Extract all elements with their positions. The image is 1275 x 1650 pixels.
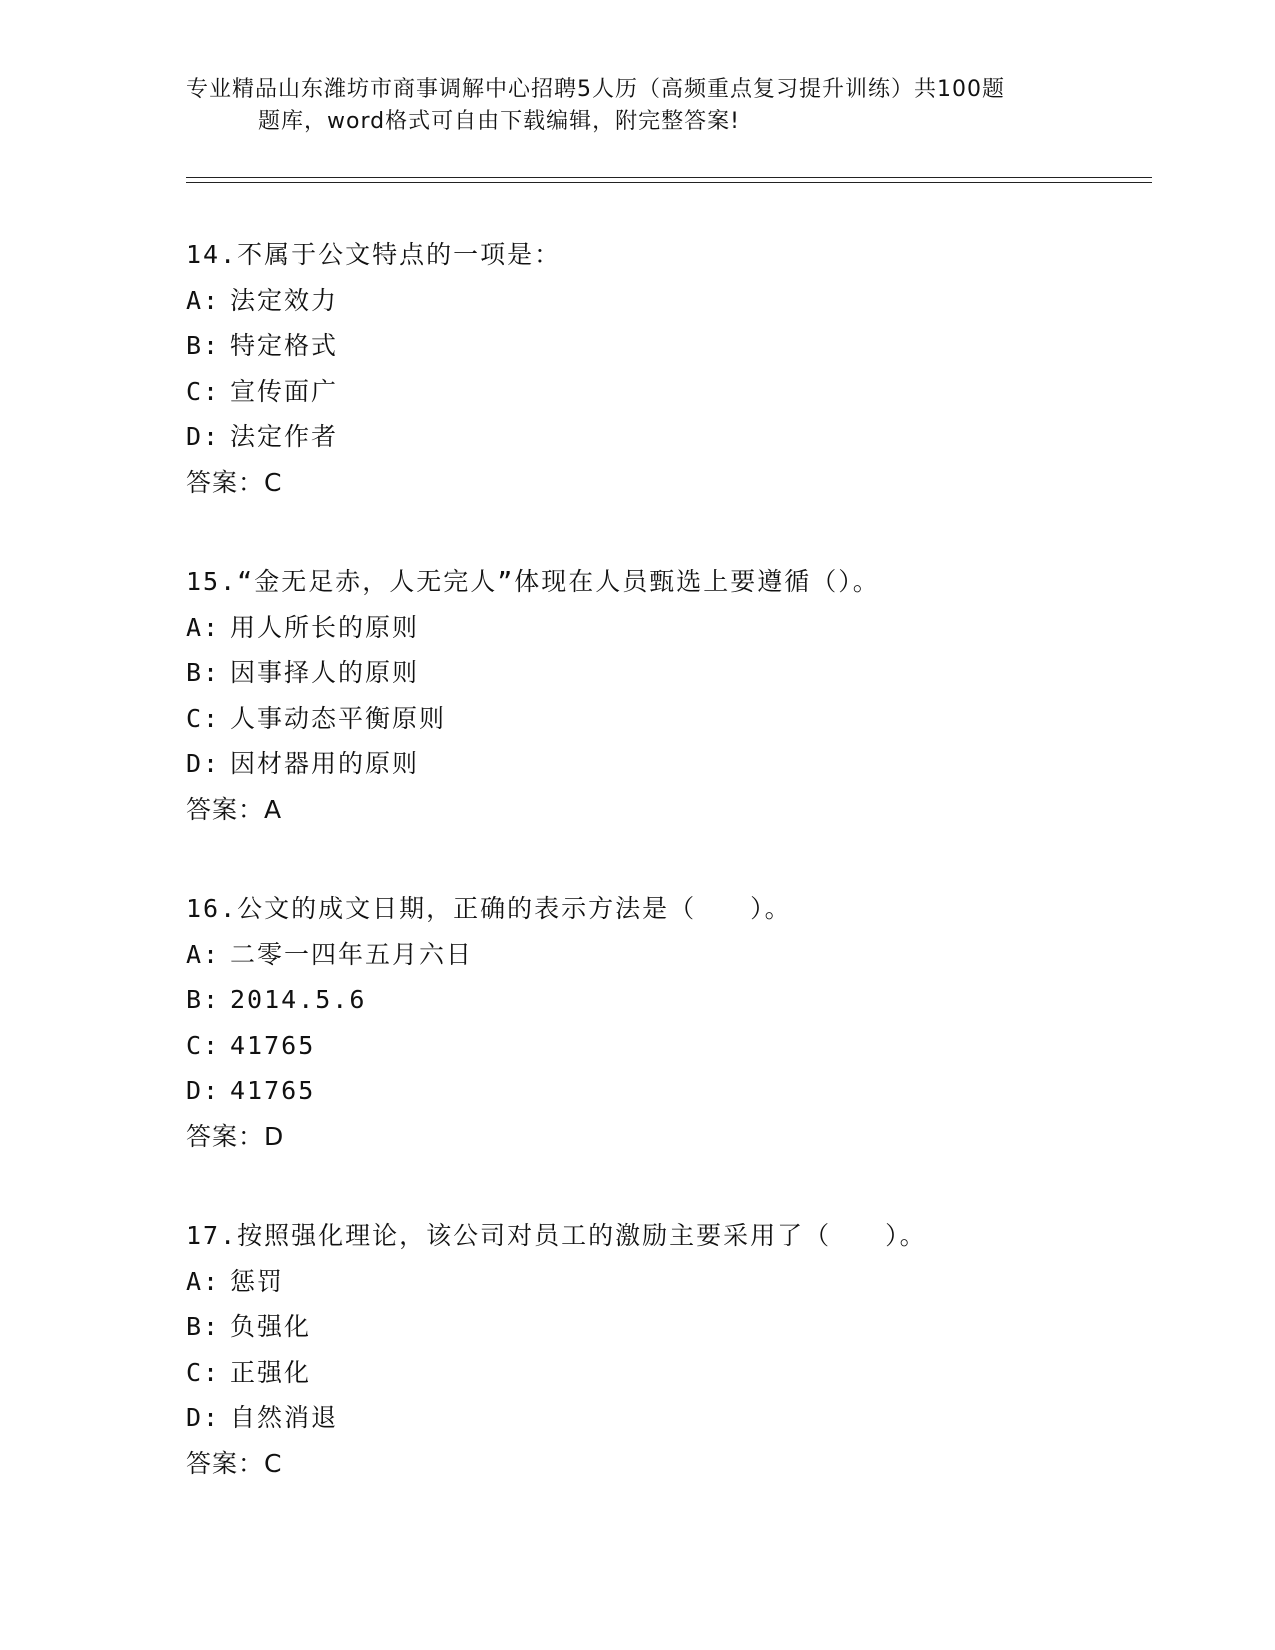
answer-text: 答案：C: [186, 1448, 283, 1478]
option-c: [186, 369, 1166, 415]
option-b: [186, 1304, 1166, 1350]
option-b: [186, 323, 1166, 369]
option-text: 因材器用的原则: [230, 749, 420, 778]
option-text: 宣传面广: [230, 376, 339, 406]
option-letter: B:: [186, 985, 221, 1014]
option-text: 因事择人的原则: [230, 658, 420, 687]
option-letter: D:: [186, 422, 221, 451]
question-block: [186, 559, 1166, 832]
option-a: [186, 278, 1166, 324]
option-letter: A:: [186, 939, 221, 969]
option-d: [186, 1068, 1166, 1114]
option-text: 用人所长的原则: [230, 612, 420, 642]
option-a: [186, 605, 1166, 651]
option-c: [186, 1350, 1166, 1396]
question-text: 14.不属于公文特点的一项是：: [186, 240, 562, 269]
option-text: 41765: [230, 1030, 316, 1060]
option-text: 法定作者: [230, 422, 339, 451]
option-text: 惩罚: [230, 1266, 285, 1296]
option-letter: A:: [186, 1266, 221, 1296]
document-header: [186, 74, 1086, 138]
question-text: 15.“金无足赤，人无完人”体现在人员甄选上要遵循（）。: [186, 567, 880, 596]
question-list: [186, 232, 1166, 1540]
option-text: 二零一四年五月六日: [230, 939, 474, 969]
option-letter: A:: [186, 612, 221, 642]
option-text: 正强化: [230, 1357, 312, 1387]
option-letter: B:: [186, 331, 221, 360]
document-title-line-1: 专业精品山东潍坊市商事调解中心招聘5人历（高频重点复习提升训练）共100题: [186, 77, 1005, 102]
question-text: 16.公文的成文日期，正确的表示方法是（ ）。: [186, 894, 792, 923]
option-d: [186, 1395, 1166, 1441]
answer-text: 答案：D: [186, 1121, 285, 1151]
option-text: 人事动态平衡原则: [230, 703, 447, 733]
option-letter: C:: [186, 1030, 221, 1060]
option-a: [186, 932, 1166, 978]
option-b: [186, 977, 1166, 1023]
option-text: 2014.5.6: [230, 985, 367, 1014]
option-d: [186, 741, 1166, 787]
header-rule-top: [186, 177, 1152, 178]
document-title-line-2: 题库，word格式可自由下载编辑，附完整答案!: [258, 109, 740, 134]
option-letter: C:: [186, 1357, 221, 1387]
option-text: 自然消退: [230, 1403, 339, 1432]
option-letter: A:: [186, 285, 221, 315]
option-d: [186, 414, 1166, 460]
option-text: 法定效力: [230, 285, 339, 315]
option-a: [186, 1259, 1166, 1305]
option-b: [186, 650, 1166, 696]
option-text: 41765: [230, 1076, 316, 1105]
option-letter: C:: [186, 376, 221, 406]
answer-text: 答案：A: [186, 794, 283, 824]
question-text: 17.按照强化理论，该公司对员工的激励主要采用了（ ）。: [186, 1221, 927, 1250]
option-letter: D:: [186, 1076, 221, 1105]
option-letter: D:: [186, 1403, 221, 1432]
option-letter: B:: [186, 1312, 221, 1341]
option-text: 特定格式: [230, 331, 339, 360]
option-text: 负强化: [230, 1312, 312, 1341]
option-letter: B:: [186, 658, 221, 687]
question-block: [186, 886, 1166, 1159]
option-letter: D:: [186, 749, 221, 778]
option-c: [186, 1023, 1166, 1069]
header-rule-bottom: [186, 182, 1152, 183]
answer-text: 答案：C: [186, 467, 283, 497]
option-c: [186, 696, 1166, 742]
question-block: [186, 232, 1166, 505]
option-letter: C:: [186, 703, 221, 733]
question-block: [186, 1213, 1166, 1486]
